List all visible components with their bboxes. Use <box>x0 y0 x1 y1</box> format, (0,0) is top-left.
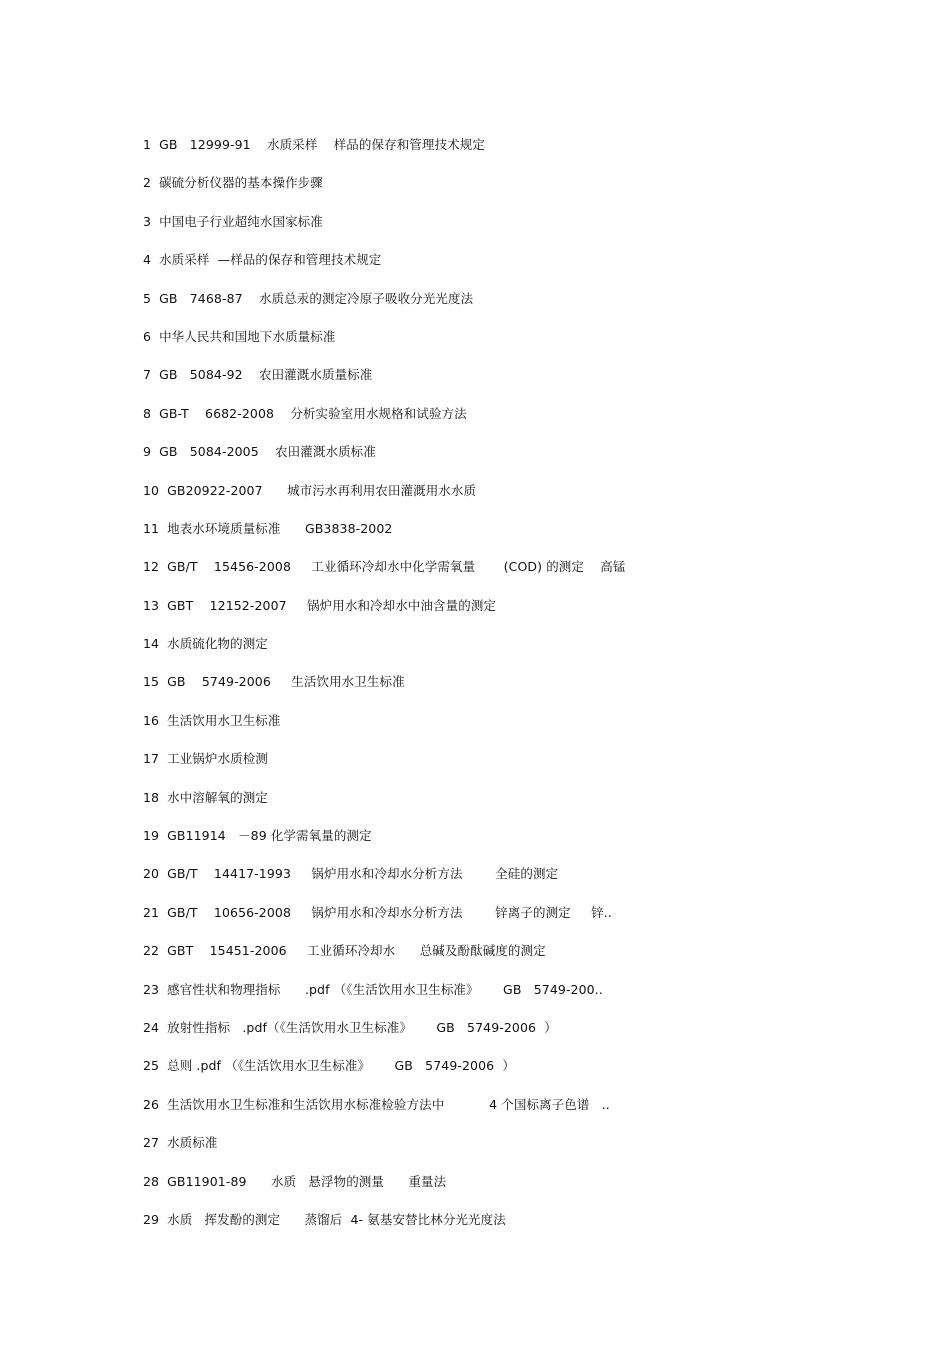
item-title: GB/T 14417-1993 锅炉用水和冷却水分析方法 全硅的测定 <box>167 866 559 882</box>
item-number: 1 <box>143 137 152 152</box>
item-number: 13 <box>143 597 160 613</box>
item-title: 水质采样 —样品的保存和管理技术规定 <box>159 252 382 268</box>
item-number: 28 <box>143 1173 160 1189</box>
item-title: GB 5084-92 农田灌溉水质量标准 <box>159 367 373 383</box>
list-item <box>143 903 626 941</box>
item-title: GB 5084-2005 农田灌溉水质标准 <box>159 444 376 460</box>
list-item <box>143 826 626 864</box>
list-item <box>143 1056 626 1094</box>
item-title: 中华人民共和国地下水质量标准 <box>159 328 336 344</box>
item-title: 水质 挥发酚的测定 蒸馏后 4- 氨基安替比林分光光度法 <box>167 1211 506 1227</box>
item-title: 水质硫化物的测定 <box>167 636 268 652</box>
item-number: 4 <box>143 252 152 268</box>
item-number: 16 <box>143 712 160 728</box>
item-title: GB11914 －89 化学需氧量的测定 <box>167 828 372 844</box>
list-item <box>143 941 626 979</box>
item-number: 12 <box>143 559 160 575</box>
list-item <box>143 1172 626 1210</box>
list-item <box>143 634 626 672</box>
list-item <box>143 1133 626 1171</box>
list-item <box>143 327 626 365</box>
list-item <box>143 365 626 403</box>
item-number: 11 <box>143 520 160 536</box>
item-title: GB11901-89 水质 悬浮物的测量 重量法 <box>167 1173 447 1189</box>
list-item <box>143 672 626 710</box>
item-title: GB 7468-87 水质总汞的测定冷原子吸收分光光度法 <box>159 290 474 306</box>
list-item <box>143 481 626 519</box>
list-item <box>143 711 626 749</box>
item-number: 27 <box>143 1135 160 1151</box>
item-number: 23 <box>143 981 160 997</box>
item-title: 放射性指标 .pdf（《生活饮用水卫生标准》 GB 5749-2006 ） <box>167 1019 557 1035</box>
list-item <box>143 135 626 173</box>
item-number: 25 <box>143 1058 160 1074</box>
item-title: 碳硫分析仪器的基本操作步骤 <box>159 175 323 191</box>
item-title: GB 5749-2006 生活饮用水卫生标准 <box>167 674 405 690</box>
item-title: 中国电子行业超纯水国家标准 <box>159 213 323 229</box>
list-item <box>143 980 626 1018</box>
item-title: 水中溶解氧的测定 <box>167 789 268 805</box>
list-item <box>143 1210 626 1248</box>
item-number: 15 <box>143 674 160 690</box>
item-title: GB-T 6682-2008 分析实验室用水规格和试验方法 <box>159 405 467 421</box>
item-number: 2 <box>143 175 152 191</box>
item-title: 地表水环境质量标准 GB3838-2002 <box>167 520 393 536</box>
list-item <box>143 212 626 250</box>
item-title: GB/T 10656-2008 锅炉用水和冷却水分析方法 锌离子的测定 锌.. <box>167 904 612 920</box>
item-number: 21 <box>143 904 160 920</box>
item-number: 18 <box>143 789 160 805</box>
list-item <box>143 404 626 442</box>
item-title: 生活饮用水卫生标准和生活饮用水标准检验方法中 4 个国标离子色谱 .. <box>167 1096 610 1112</box>
list-item <box>143 173 626 211</box>
list-item <box>143 557 626 595</box>
list-item <box>143 749 626 787</box>
standards-list <box>143 135 626 1248</box>
list-item <box>143 1095 626 1133</box>
item-number: 5 <box>143 290 152 306</box>
item-number: 6 <box>143 328 152 344</box>
item-number: 9 <box>143 444 152 460</box>
item-title: 工业锅炉水质检测 <box>167 751 268 767</box>
list-item <box>143 788 626 826</box>
item-number: 26 <box>143 1096 160 1112</box>
item-title: GB 12999-91 水质采样 样品的保存和管理技术规定 <box>159 137 485 152</box>
item-number: 8 <box>143 405 152 421</box>
list-item <box>143 519 626 557</box>
item-number: 7 <box>143 367 152 383</box>
item-title: 总则 .pdf （《生活饮用水卫生标准》 GB 5749-2006 ） <box>167 1058 515 1074</box>
list-item <box>143 596 626 634</box>
item-title: GB20922-2007 城市污水再利用农田灌溉用水水质 <box>167 482 477 498</box>
list-item <box>143 250 626 288</box>
item-number: 20 <box>143 866 160 882</box>
item-number: 10 <box>143 482 160 498</box>
item-number: 22 <box>143 943 160 959</box>
item-number: 3 <box>143 213 152 229</box>
list-item <box>143 289 626 327</box>
item-number: 17 <box>143 751 160 767</box>
item-number: 14 <box>143 636 160 652</box>
item-title: GB/T 15456-2008 工业循环冷却水中化学需氧量 (COD) 的测定 高锰 <box>167 559 626 575</box>
list-item <box>143 1018 626 1056</box>
item-title: GBT 15451-2006 工业循环冷却水 总碱及酚酞碱度的测定 <box>167 943 546 959</box>
item-title: 水质标准 <box>167 1135 218 1151</box>
item-title: 感官性状和物理指标 .pdf （《生活饮用水卫生标准》 GB 5749-200.. <box>167 981 603 997</box>
list-item <box>143 442 626 480</box>
item-title: 生活饮用水卫生标准 <box>167 712 281 728</box>
item-number: 24 <box>143 1019 160 1035</box>
item-number: 19 <box>143 828 160 844</box>
item-number: 29 <box>143 1211 160 1227</box>
list-item <box>143 864 626 902</box>
item-title: GBT 12152-2007 锅炉用水和冷却水中油含量的测定 <box>167 597 497 613</box>
